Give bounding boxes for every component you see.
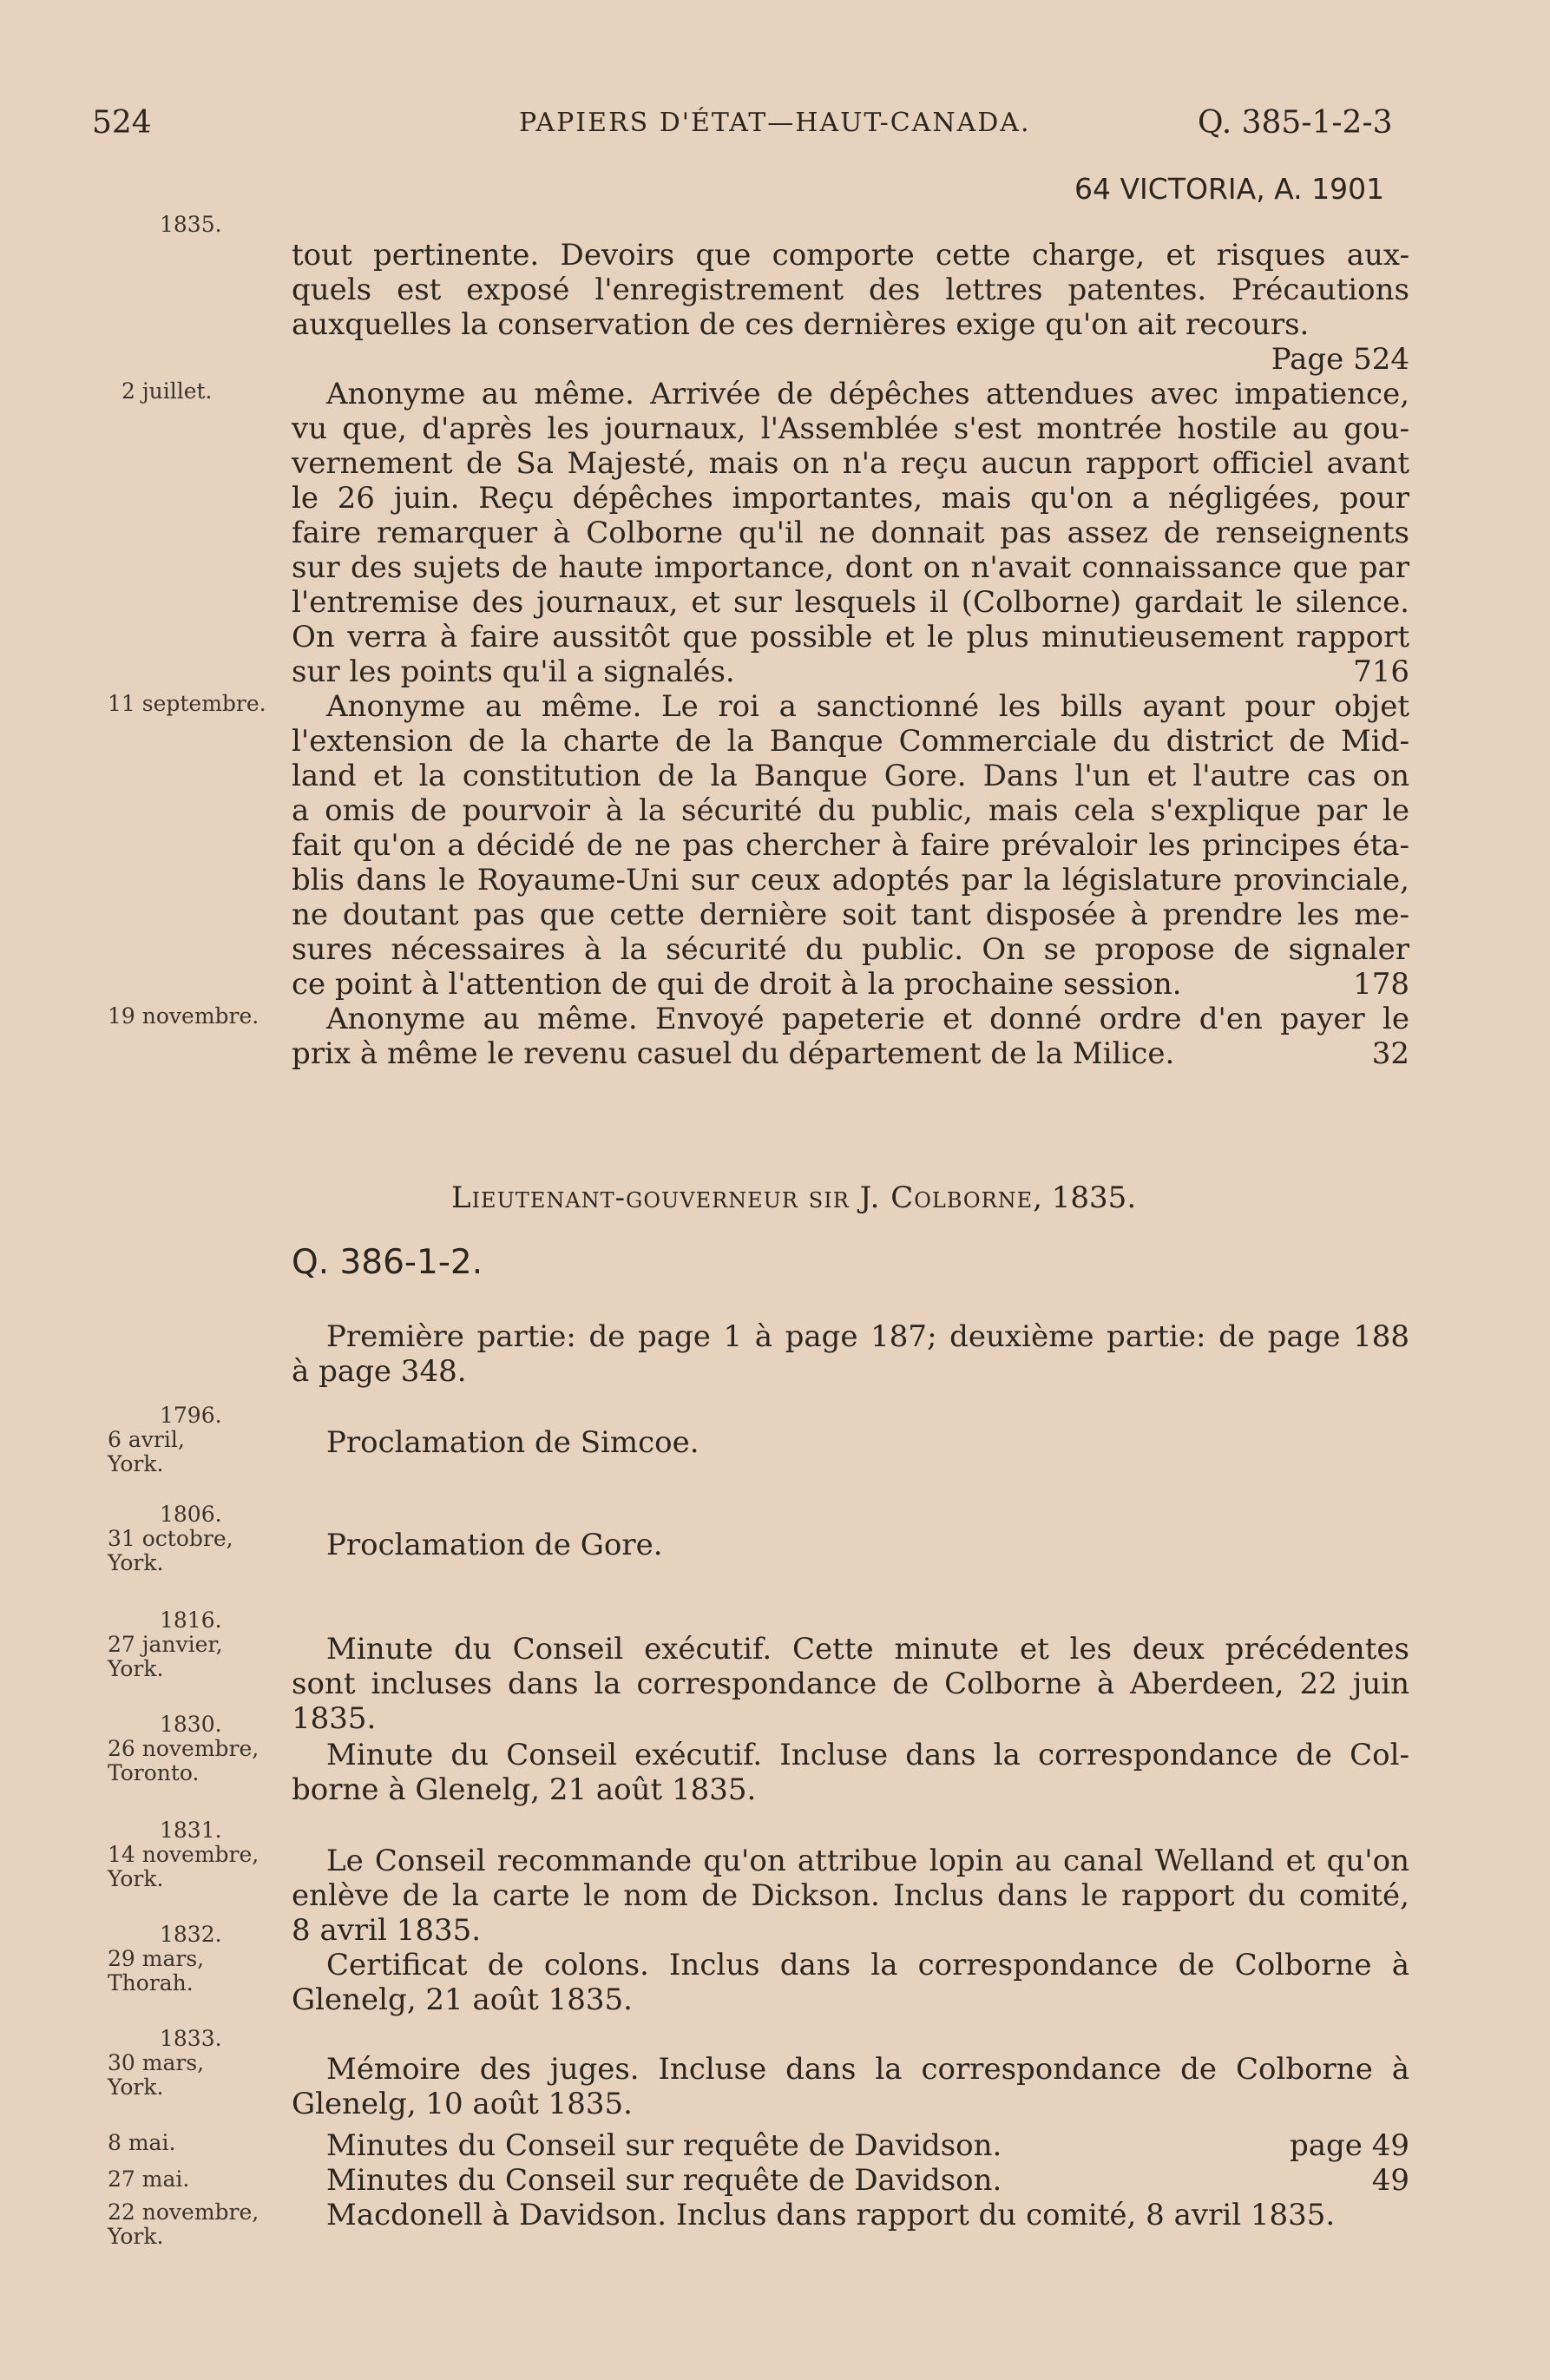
volume-reference: Q. 385-1-2-3 xyxy=(1198,105,1393,141)
continuation-paragraph xyxy=(292,238,1409,377)
text: Minutes du Conseil sur requête de Davidson. xyxy=(326,2128,1002,2163)
text-line: Glenelg, 10 août 1835. xyxy=(292,2087,633,2121)
running-title: PAPIERS D'ÉTAT—HAUT-CANADA. xyxy=(519,108,1031,138)
text-line: vu que, d'après les journaux, l'Assemblée s'est montrée hostile au gou- xyxy=(292,411,1409,446)
margin-place: York. xyxy=(108,1866,164,1891)
text-line: faire remarquer à Colborne qu'il ne donnait pas assez de renseignents xyxy=(292,516,1409,550)
volume-heading: Q. 386-1-2. xyxy=(292,1243,483,1282)
margin-date: 19 novembre. xyxy=(108,1003,259,1029)
session-label: 64 VICTORIA, A. 1901 xyxy=(1074,172,1385,206)
text-line: Première partie: de page 1 à page 187; deuxième partie: de page 188 xyxy=(326,1319,1409,1354)
page-ref: 32 xyxy=(1371,1036,1409,1071)
text-line: Mémoire des juges. Incluse dans la correspondance de Colborne à xyxy=(326,2052,1409,2087)
text-line: le 26 juin. Reçu dépêches importantes, mais qu'on a négligées, pour xyxy=(292,481,1409,516)
text-line: fait qu'on a décidé de ne pas chercher à faire prévaloir les principes éta- xyxy=(292,828,1409,863)
entry-paragraph xyxy=(292,1738,1409,1807)
page-ref: 178 xyxy=(1353,967,1409,1002)
margin-place: Thorah. xyxy=(108,1970,194,1995)
entry-paragraph xyxy=(292,1632,1409,1736)
margin-year: 1831. xyxy=(160,1818,222,1843)
entry-paragraph xyxy=(326,1425,1409,1460)
text-line: blis dans le Royaume-Uni sur ceux adoptés par la législature provinciale, xyxy=(292,863,1409,897)
margin-date: 27 janvier, xyxy=(108,1632,223,1657)
text-line: auxquelles la conservation de ces dernières exige qu'on ait recours. xyxy=(292,307,1310,342)
margin-year: 1832. xyxy=(160,1922,222,1947)
text-line: l'extension de la charte de la Banque Commerciale du district de Mid- xyxy=(292,724,1409,759)
margin-date: 27 mai. xyxy=(108,2166,190,2192)
margin-year: 1833. xyxy=(160,2026,222,2051)
text-line: quels est exposé l'enregistrement des lettres patentes. Précautions xyxy=(292,273,1409,307)
text-line: sont incluses dans la correspondance de Colborne à Aberdeen, 22 juin xyxy=(292,1667,1409,1701)
text-line: vernement de Sa Majesté, mais on n'a reçu aucun rapport officiel avant xyxy=(292,446,1409,481)
margin-year: 1806. xyxy=(160,1502,222,1527)
margin-place: York. xyxy=(108,1550,164,1575)
entry-paragraph xyxy=(292,689,1409,1002)
text-line: Proclamation de Simcoe. xyxy=(326,1425,699,1460)
entry-line xyxy=(326,2163,1409,2198)
section-heading xyxy=(451,1180,1136,1215)
margin-date: 26 novembre, xyxy=(108,1736,259,1761)
entry-line xyxy=(326,2198,1409,2232)
text-line: Minute du Conseil exécutif. Incluse dans la correspondance de Col- xyxy=(326,1738,1409,1772)
page-ref: 716 xyxy=(1353,654,1409,689)
margin-place: York. xyxy=(108,2224,164,2249)
text: sur les points qu'il a signalés. xyxy=(292,654,735,689)
text-line: sur des sujets de haute importance, dont on n'avait connaissance que par xyxy=(292,550,1409,585)
margin-date: 2 juillet. xyxy=(122,378,213,404)
text-line-last xyxy=(292,967,1409,1002)
margin-date: 11 septembre. xyxy=(108,691,266,716)
text: Macdonell à Davidson. Inclus dans rapport du comité, 8 avril 1835. xyxy=(326,2198,1336,2232)
text-line: Glenelg, 21 août 1835. xyxy=(292,1982,633,2017)
heading-year: , 1835. xyxy=(1033,1180,1137,1215)
text-line: Proclamation de Gore. xyxy=(326,1528,663,1562)
entry-paragraph xyxy=(292,377,1409,689)
text-line: Certificat de colons. Inclus dans la correspondance de Colborne à xyxy=(326,1948,1409,1982)
text-line: sures nécessaires à la sécurité du public. On se propose de signaler xyxy=(292,932,1409,967)
margin-date: 30 mars, xyxy=(108,2050,205,2075)
margin-year: 1835. xyxy=(160,212,222,237)
text-line: l'entremise des journaux, et sur lesquels il (Colborne) gardait le silence. xyxy=(292,585,1409,620)
entry-paragraph xyxy=(292,1844,1409,1948)
margin-date: 6 avril, xyxy=(108,1427,185,1452)
margin-year: 1816. xyxy=(160,1607,222,1633)
margin-date: 14 novembre, xyxy=(108,1842,259,1867)
margin-date: 8 mai. xyxy=(108,2130,176,2155)
text-line: Minute du Conseil exécutif. Cette minute et les deux précédentes xyxy=(326,1632,1409,1667)
text-line: Anonyme au même. Arrivée de dépêches attendues avec impatience, xyxy=(326,377,1409,411)
entry-paragraph xyxy=(292,1002,1409,1071)
text: ce point à l'attention de qui de droit à la prochaine session. xyxy=(292,967,1182,1002)
text-line: Anonyme au même. Le roi a sanctionné les bills ayant pour objet xyxy=(326,689,1409,724)
text-line: On verra à faire aussitôt que possible et le plus minutieusement rapport xyxy=(292,620,1409,654)
text-line: Anonyme au même. Envoyé papeterie et donné ordre d'en payer le xyxy=(326,1002,1409,1036)
text-line: land et la constitution de la Banque Gore. Dans l'un et l'autre cas on xyxy=(292,759,1409,793)
margin-place: Toronto. xyxy=(108,1760,200,1785)
page-ref: 49 xyxy=(1371,2163,1409,2198)
margin-place: York. xyxy=(108,1656,164,1681)
text: Minutes du Conseil sur requête de Davidson. xyxy=(326,2163,1002,2198)
entry-paragraph xyxy=(326,1528,1409,1562)
text-line: 8 avril 1835. xyxy=(292,1913,482,1948)
page-marker: Page 524 xyxy=(1271,342,1409,377)
intro-paragraph xyxy=(292,1319,1409,1389)
heading-prefix: Lieutenant-gouverneur sir J. xyxy=(451,1180,891,1215)
text-line: borne à Glenelg, 21 août 1835. xyxy=(292,1772,757,1807)
margin-year: 1830. xyxy=(160,1712,222,1737)
heading-name: Colborne xyxy=(890,1180,1034,1215)
margin-date: 22 novembre, xyxy=(108,2199,259,2225)
margin-place: York. xyxy=(108,1451,164,1476)
text-line: Le Conseil recommande qu'on attribue lopin au canal Welland et qu'on xyxy=(326,1844,1409,1878)
text-line: à page 348. xyxy=(292,1354,467,1389)
text-line-last xyxy=(292,654,1409,689)
margin-year: 1796. xyxy=(160,1403,222,1428)
margin-date: 29 mars, xyxy=(108,1946,205,1971)
text-line: 1835. xyxy=(292,1701,377,1736)
text-line: ne doutant pas que cette dernière soit tant disposée à prendre les me- xyxy=(292,897,1409,932)
entry-line xyxy=(326,2128,1409,2163)
margin-date: 31 octobre, xyxy=(108,1526,233,1551)
entry-paragraph xyxy=(292,1948,1409,2017)
text-line: tout pertinente. Devoirs que comporte cette charge, et risques aux- xyxy=(292,238,1409,273)
text: prix à même le revenu casuel du département de la Milice. xyxy=(292,1036,1175,1071)
entry-paragraph xyxy=(292,2052,1409,2121)
text-line: a omis de pourvoir à la sécurité du public, mais cela s'explique par le xyxy=(292,793,1409,828)
text-line: enlève de la carte le nom de Dickson. Inclus dans le rapport du comité, xyxy=(292,1878,1409,1913)
text-line-last xyxy=(292,1036,1409,1071)
page-number: 524 xyxy=(92,105,152,141)
page-ref: page 49 xyxy=(1290,2128,1409,2163)
margin-place: York. xyxy=(108,2074,164,2100)
